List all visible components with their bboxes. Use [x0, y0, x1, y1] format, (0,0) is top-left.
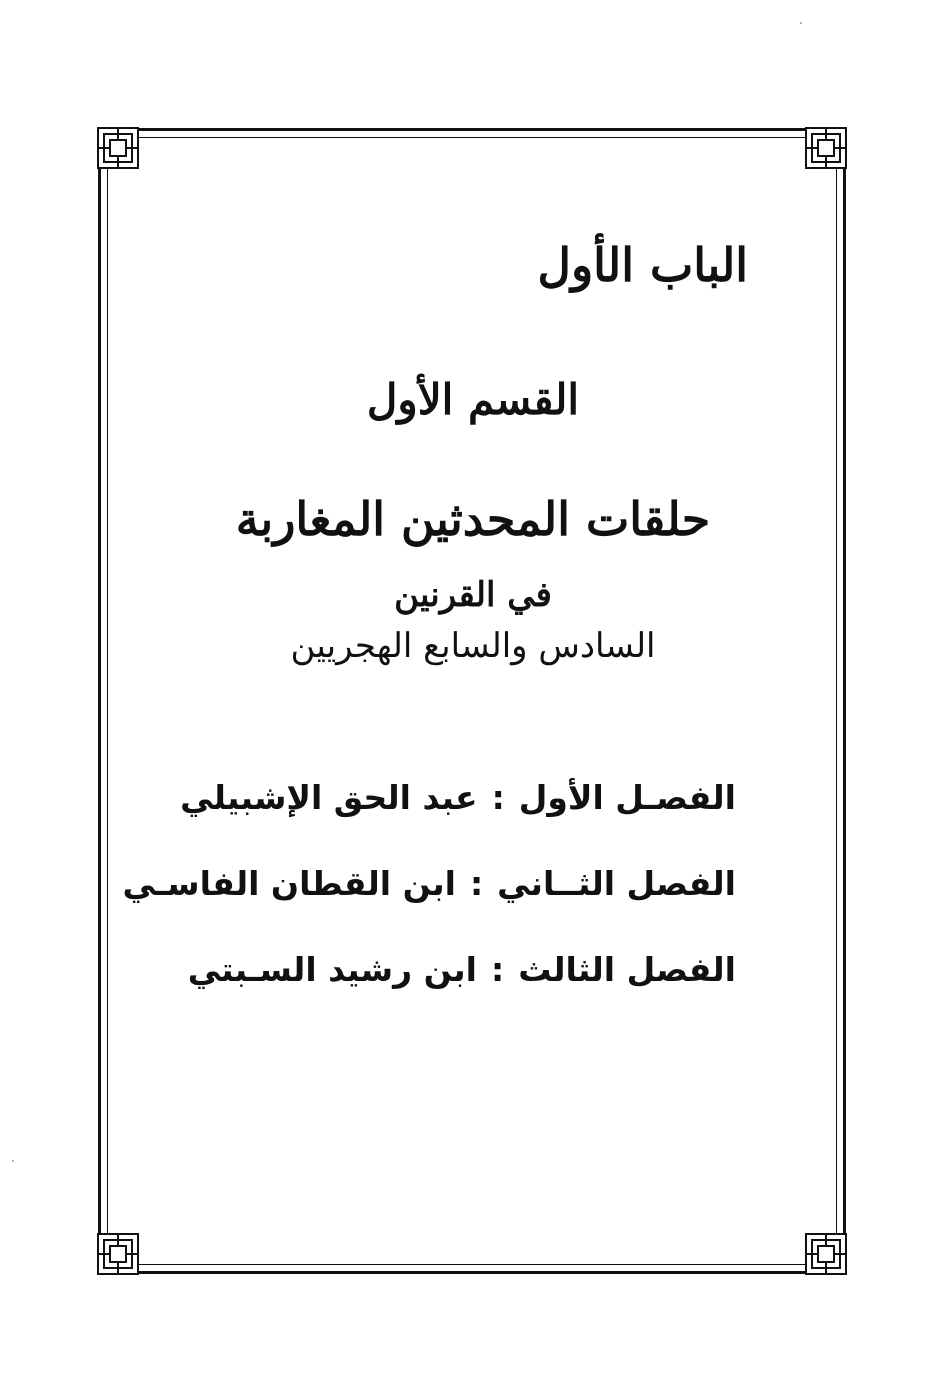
chapter-separator: :	[490, 950, 505, 989]
chapter-separator: :	[469, 864, 484, 903]
chapter-item-1	[176, 778, 736, 864]
page-content	[122, 150, 806, 1230]
corner-ornament-top-left	[96, 126, 140, 170]
chapter-list	[122, 778, 736, 1036]
subtitle-hijri: السادس والسابع الهجريين	[290, 626, 656, 666]
chapter-name: عبد الحق الإشبيلي	[180, 778, 478, 817]
part-title: الباب الأول	[537, 238, 748, 292]
chapter-name: ابن القطان الفاسـي	[122, 864, 456, 903]
chapter-item-3	[176, 950, 736, 1036]
corner-ornament-bottom-left	[96, 1232, 140, 1276]
corner-ornament-bottom-right	[804, 1232, 848, 1276]
main-title: حلقات المحدثين المغاربة	[235, 492, 711, 546]
section-title: القسم الأول	[366, 375, 580, 424]
chapter-name: ابن رشيد السـبتي	[187, 950, 477, 989]
chapter-label: الفصل الثــاني	[497, 864, 736, 903]
chapter-separator: :	[491, 778, 505, 817]
chapter-label: الفصـل الأول	[518, 778, 736, 817]
scan-speck	[800, 22, 802, 24]
corner-ornament-top-right	[804, 126, 848, 170]
subtitle-centuries: في القرنين	[394, 575, 552, 615]
chapter-label: الفصل الثالث	[518, 950, 736, 989]
scan-speck	[12, 1160, 14, 1162]
chapter-item-2	[122, 864, 736, 950]
